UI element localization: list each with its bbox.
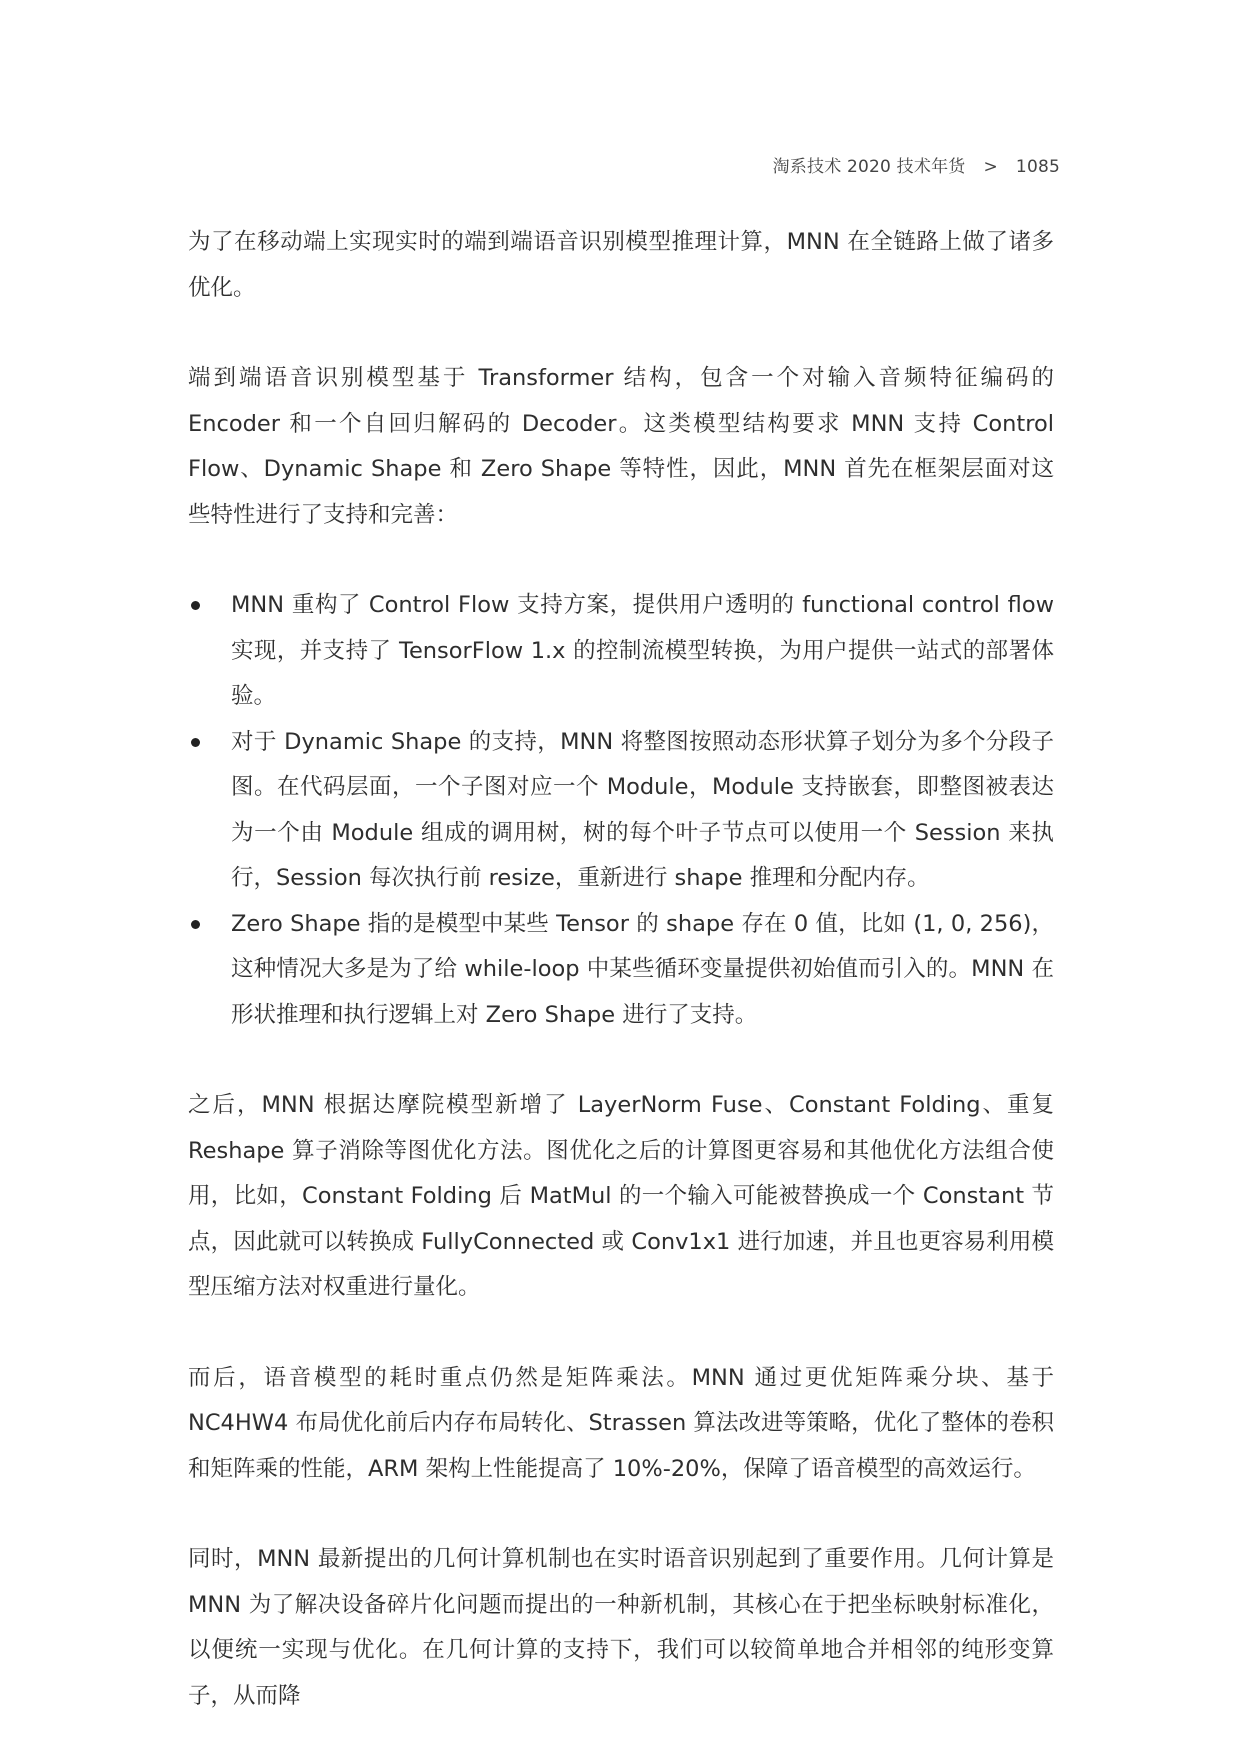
paragraph-intro: 为了在移动端上实现实时的端到端语音识别模型推理计算，MNN 在全链路上做了诸多优化。: [188, 229, 1054, 301]
list-item: [188, 902, 1054, 1039]
page-number: 1085: [1015, 157, 1060, 177]
paragraph-geometry-compute: 同时，MNN 最新提出的几何计算机制也在实时语音识别起到了重要作用。几何计算是 MNN 为了解决设备碎片化问题而提出的一种新机制，其核心在于把坐标映射标准化，以便统一实现与优化。在几何计算的支持下，我们可以较简单地合并相邻的纯形变算子，从而降: [188, 1546, 1054, 1709]
bullet-dot-icon: [191, 920, 200, 929]
breadcrumb-separator: >: [983, 157, 998, 177]
list-item-text: MNN 重构了 Control Flow 支持方案，提供用户透明的 functional control flow 实现，并支持了 TensorFlow 1.x 的控制流模型转换，为用户提供一站式的部署体验。: [231, 592, 1054, 709]
book-title: 淘系技术 2020 技术年货: [772, 157, 966, 177]
list-item: [188, 720, 1054, 902]
list-item-text: Zero Shape 指的是模型中某些 Tensor 的 shape 存在 0 值，比如 (1, 0, 256)，这种情况大多是为了给 while-loop 中某些循环变量提供初始值而引入的。MNN 在形状推理和执行逻辑上对 Zero Shape 进行了支持。: [231, 910, 1054, 1028]
bullet-dot-icon: [191, 738, 200, 747]
bullet-dot-icon: [191, 601, 200, 610]
paragraph-model-structure: 端到端语音识别模型基于 Transformer 结构，包含一个对输入音频特征编码的 Encoder 和一个自回归解码的 Decoder。这类模型结构要求 MNN 支持 Control Flow、Dynamic Shape 和 Zero Shape 等特性，因此，MNN 首先在框架层面对这些特性进行了支持和完善：: [188, 365, 1054, 528]
list-item-text: 对于 Dynamic Shape 的支持，MNN 将整图按照动态形状算子划分为多个分段子图。在代码层面，一个子图对应一个 Module，Module 支持嵌套，即整图被表达为一个由 Module 组成的调用树，树的每个叶子节点可以使用一个 Session 来执行，Session 每次执行前 resize，重新进行 shape 推理和分配内存。: [231, 728, 1054, 891]
article-body: [188, 220, 1054, 1764]
list-item: [188, 583, 1054, 720]
running-header: [773, 152, 1060, 177]
paragraph-graph-optimization: 之后，MNN 根据达摩院模型新增了 LayerNorm Fuse、Constant Folding、重复 Reshape 算子消除等图优化方法。图优化之后的计算图更容易和其他优化方法组合使用，比如，Constant Folding 后 MatMul 的一个输入可能被替换成一个 Constant 节点，因此就可以转换成 FullyConnected 或 Conv1x1 进行加速，并且也更容易利用模型压缩方法对权重进行量化。: [188, 1092, 1054, 1300]
feature-bullet-list: [188, 583, 1054, 1038]
paragraph-matmul-optimization: 而后，语音模型的耗时重点仍然是矩阵乘法。MNN 通过更优矩阵乘分块、基于 NC4HW4 布局优化前后内存布局转化、Strassen 算法改进等策略，优化了整体的卷积和矩阵乘的性能，ARM 架构上性能提高了 10%-20%，保障了语音模型的高效运行。: [188, 1364, 1054, 1482]
